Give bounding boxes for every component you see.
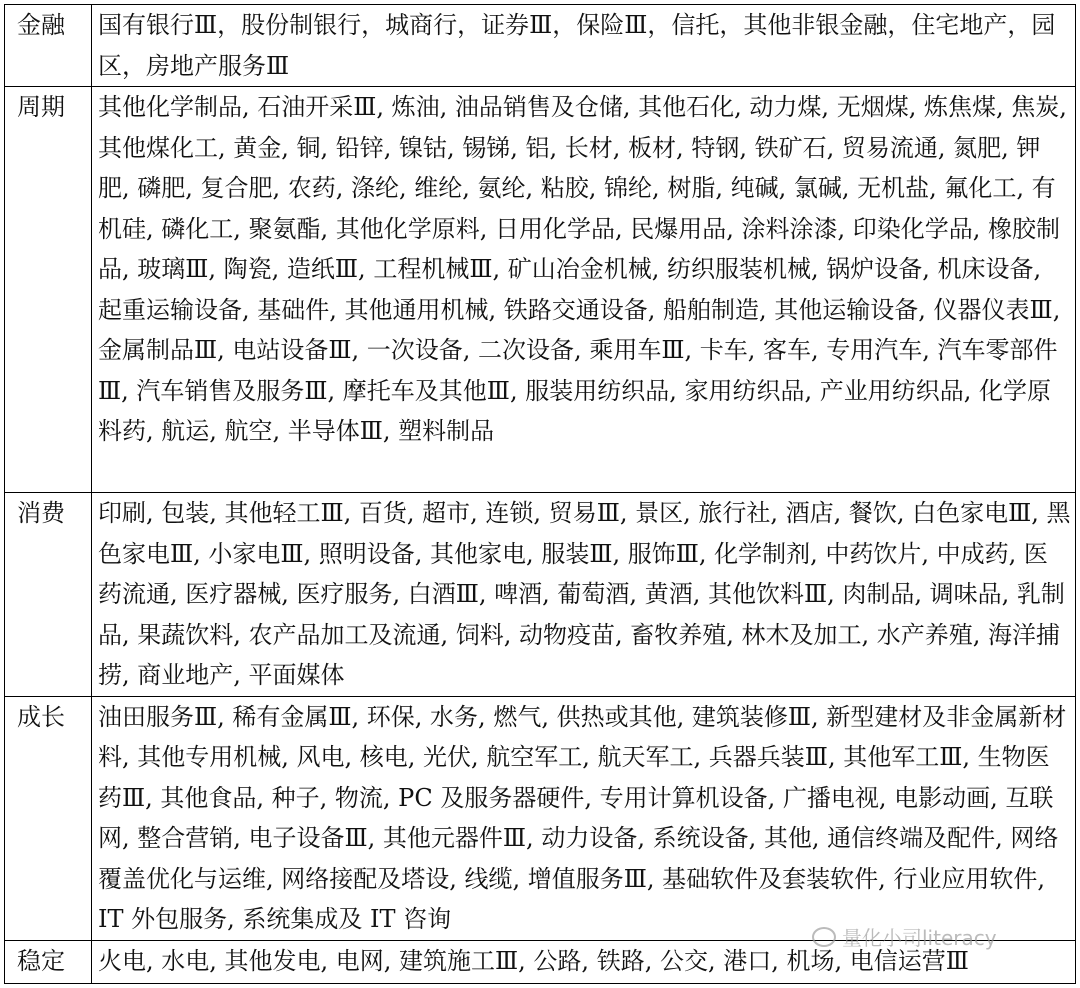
table-row-growth <box>5 696 1076 940</box>
category-cell: 周期 <box>5 87 92 493</box>
watermark-text: 量化小司literacy <box>842 926 997 950</box>
items-cell: 火电, 水电, 其他发电, 电网, 建筑施工Ⅲ, 公路, 铁路, 公交, 港口, 机场, 电信运营Ⅲ <box>92 940 1076 983</box>
table-row-stable <box>5 940 1076 983</box>
items-cell: 国有银行Ⅲ，股份制银行，城商行，证券Ⅲ，保险Ⅲ，信托，其他非银金融，住宅地产，园区，房地产服务Ⅲ <box>92 5 1076 87</box>
items-cell: 印刷, 包装, 其他轻工Ⅲ, 百货, 超市, 连锁, 贸易Ⅲ, 景区, 旅行社, 酒店, 餐饮, 白色家电Ⅲ, 黑色家电Ⅲ, 小家电Ⅲ, 照明设备, 其他家电, 服装Ⅲ, 服饰Ⅲ, 化学制剂, 中药饮片, 中成药, 医药流通, 医疗器械, 医疗服务, 白酒Ⅲ, 啤酒, 葡萄酒, 黄酒, 其他饮料Ⅲ, 肉制品, 调味品, 乳制品, 果蔬饮料, 农产品加工及流通, 饲料, 动物疫苗, 畜牧养殖, 林木及加工, 水产养殖, 海洋捕捞, 商业地产, 平面媒体 <box>92 493 1076 697</box>
category-cell: 成长 <box>5 696 92 940</box>
industry-classification-table <box>4 4 1076 984</box>
category-cell: 消费 <box>5 493 92 697</box>
items-cell: 其他化学制品, 石油开采Ⅲ, 炼油, 油品销售及仓储, 其他石化, 动力煤, 无烟煤, 炼焦煤, 焦炭, 其他煤化工, 黄金, 铜, 铅锌, 镍钴, 锡锑, 铝, 长材, 板材, 特钢, 铁矿石, 贸易流通, 氮肥, 钾肥, 磷肥, 复合肥, 农药, 涤纶, 维纶, 氨纶, 粘胶, 锦纶, 树脂, 纯碱, 氯碱, 无机盐, 氟化工, 有机硅, 磷化工, 聚氨酯, 其他化学原料, 日用化学品, 民爆用品, 涂料涂漆, 印染化学品, 橡胶制品, 玻璃Ⅲ, 陶瓷, 造纸Ⅲ, 工程机械Ⅲ, 矿山冶金机械, 纺织服装机械, 锅炉设备, 机床设备, 起重运输设备, 基础件, 其他通用机械, 铁路交通设备, 船舶制造, 其他运输设备, 仪器仪表Ⅲ, 金属制品Ⅲ, 电站设备Ⅲ, 一次设备, 二次设备, 乘用车Ⅲ, 卡车, 客车, 专用汽车, 汽车零部件Ⅲ, 汽车销售及服务Ⅲ, 摩托车及其他Ⅲ, 服装用纺织品, 家用纺织品, 产业用纺织品, 化学原料药, 航运, 航空, 半导体Ⅲ, 塑料制品 <box>92 87 1076 493</box>
table-row-cyclical <box>5 87 1076 493</box>
category-cell: 金融 <box>5 5 92 87</box>
items-cell: 油田服务Ⅲ, 稀有金属Ⅲ, 环保, 水务, 燃气, 供热或其他, 建筑装修Ⅲ, 新型建材及非金属新材料, 其他专用机械, 风电, 核电, 光伏, 航空军工, 航天军工, 兵器兵装Ⅲ, 其他军工Ⅲ, 生物医药Ⅲ, 其他食品, 种子, 物流, PC 及服务器硬件, 专用计算机设备, 广播电视, 电影动画, 互联网, 整合营销, 电子设备Ⅲ, 其他元器件Ⅲ, 动力设备, 系统设备, 其他, 通信终端及配件, 网络覆盖优化与运维, 网络接配及塔设, 线缆, 增值服务Ⅲ, 基础软件及套装软件, 行业应用软件, IT 外包服务, 系统集成及 IT 咨询 <box>92 696 1076 940</box>
category-cell: 稳定 <box>5 940 92 983</box>
table-row-consumer <box>5 493 1076 697</box>
table-row-finance <box>5 5 1076 87</box>
